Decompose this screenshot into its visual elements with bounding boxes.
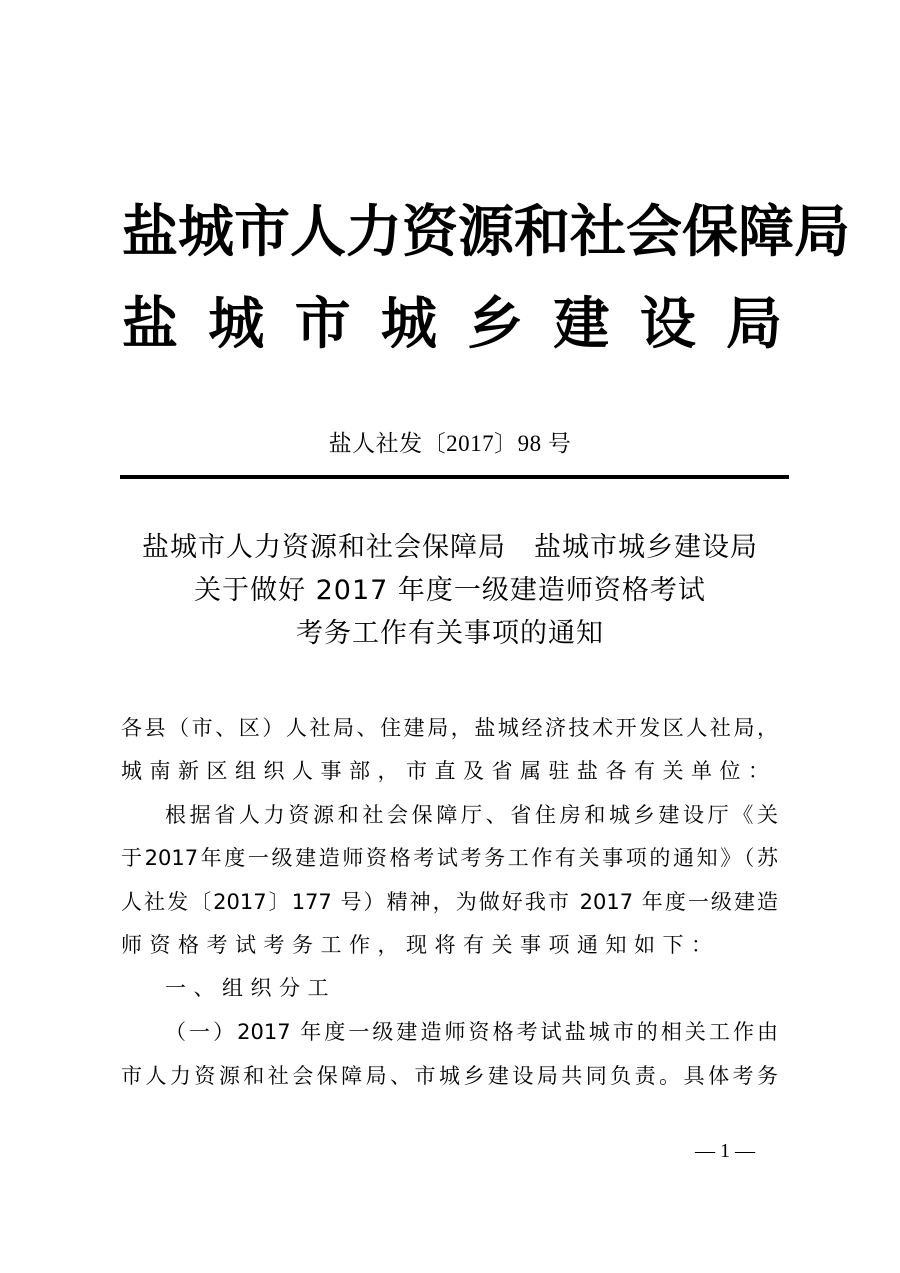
issuer-char: 力 [346,200,402,265]
document-title-line: 盐城市人力资源和社会保障局 盐城市城乡建设局 [142,532,758,563]
issuer-char: 保 [682,200,738,265]
body-paragraph-line: （一）2017 年度一级建造师资格考试盐城市的相关工作由 [165,1020,778,1044]
issuer-char: 盐 [122,292,178,357]
issuer-char: 市 [294,292,351,357]
issuer-char: 会 [626,200,682,265]
addressee-line: 城南新区组织人事部，市直及省属驻盐各有关单位： [121,759,777,783]
issuer-char: 源 [458,200,514,265]
issuer-char: 局 [794,200,850,265]
issuer-char: 设 [639,292,696,357]
body-paragraph-line: 人社发〔2017〕177 号）精神，为做好我市 2017 年度一级建造 [121,890,778,914]
document-title-line: 考务工作有关事项的通知 [296,618,604,649]
issuer-char: 资 [402,200,458,265]
document-title-line: 关于做好 2017 年度一级建造师资格考试 [194,575,706,606]
header-divider [120,475,789,479]
issuer-char: 市 [234,200,290,265]
issuer-char: 局 [725,292,782,357]
issuer-char: 城 [178,200,234,265]
issuer-char: 社 [570,200,626,265]
issuer-char: 建 [553,292,610,357]
body-paragraph-line: 市人力资源和社会保障局、市城乡建设局共同负责。具体考务 [121,1064,778,1088]
body-paragraph-line: 于2017年度一级建造师资格考试考务工作有关事项的通知》（苏 [121,846,778,870]
issuer-char: 人 [290,200,346,265]
document-number: 盐人社发〔2017〕98 号 [328,431,572,456]
issuer-char: 城 [208,292,265,357]
issuer-char: 乡 [467,292,524,357]
issuer-char: 障 [738,200,794,265]
section-heading: 一、组织分工 [165,976,336,1000]
issuer-name-construction-bureau [122,290,782,360]
page-number: — 1 — [695,1140,755,1162]
addressee-line: 各县（市、区）人社局、住建局，盐城经济技术开发区人社局， [121,716,778,740]
body-paragraph-line: 师资格考试考务工作，现将有关事项通知如下： [121,933,720,957]
body-paragraph-line: 根据省人力资源和社会保障厅、省住房和城乡建设厅《关 [165,803,778,827]
issuer-char: 城 [380,292,437,357]
issuer-name-hr-bureau [122,198,850,268]
issuer-char: 盐 [122,200,178,265]
issuer-char: 和 [514,200,570,265]
